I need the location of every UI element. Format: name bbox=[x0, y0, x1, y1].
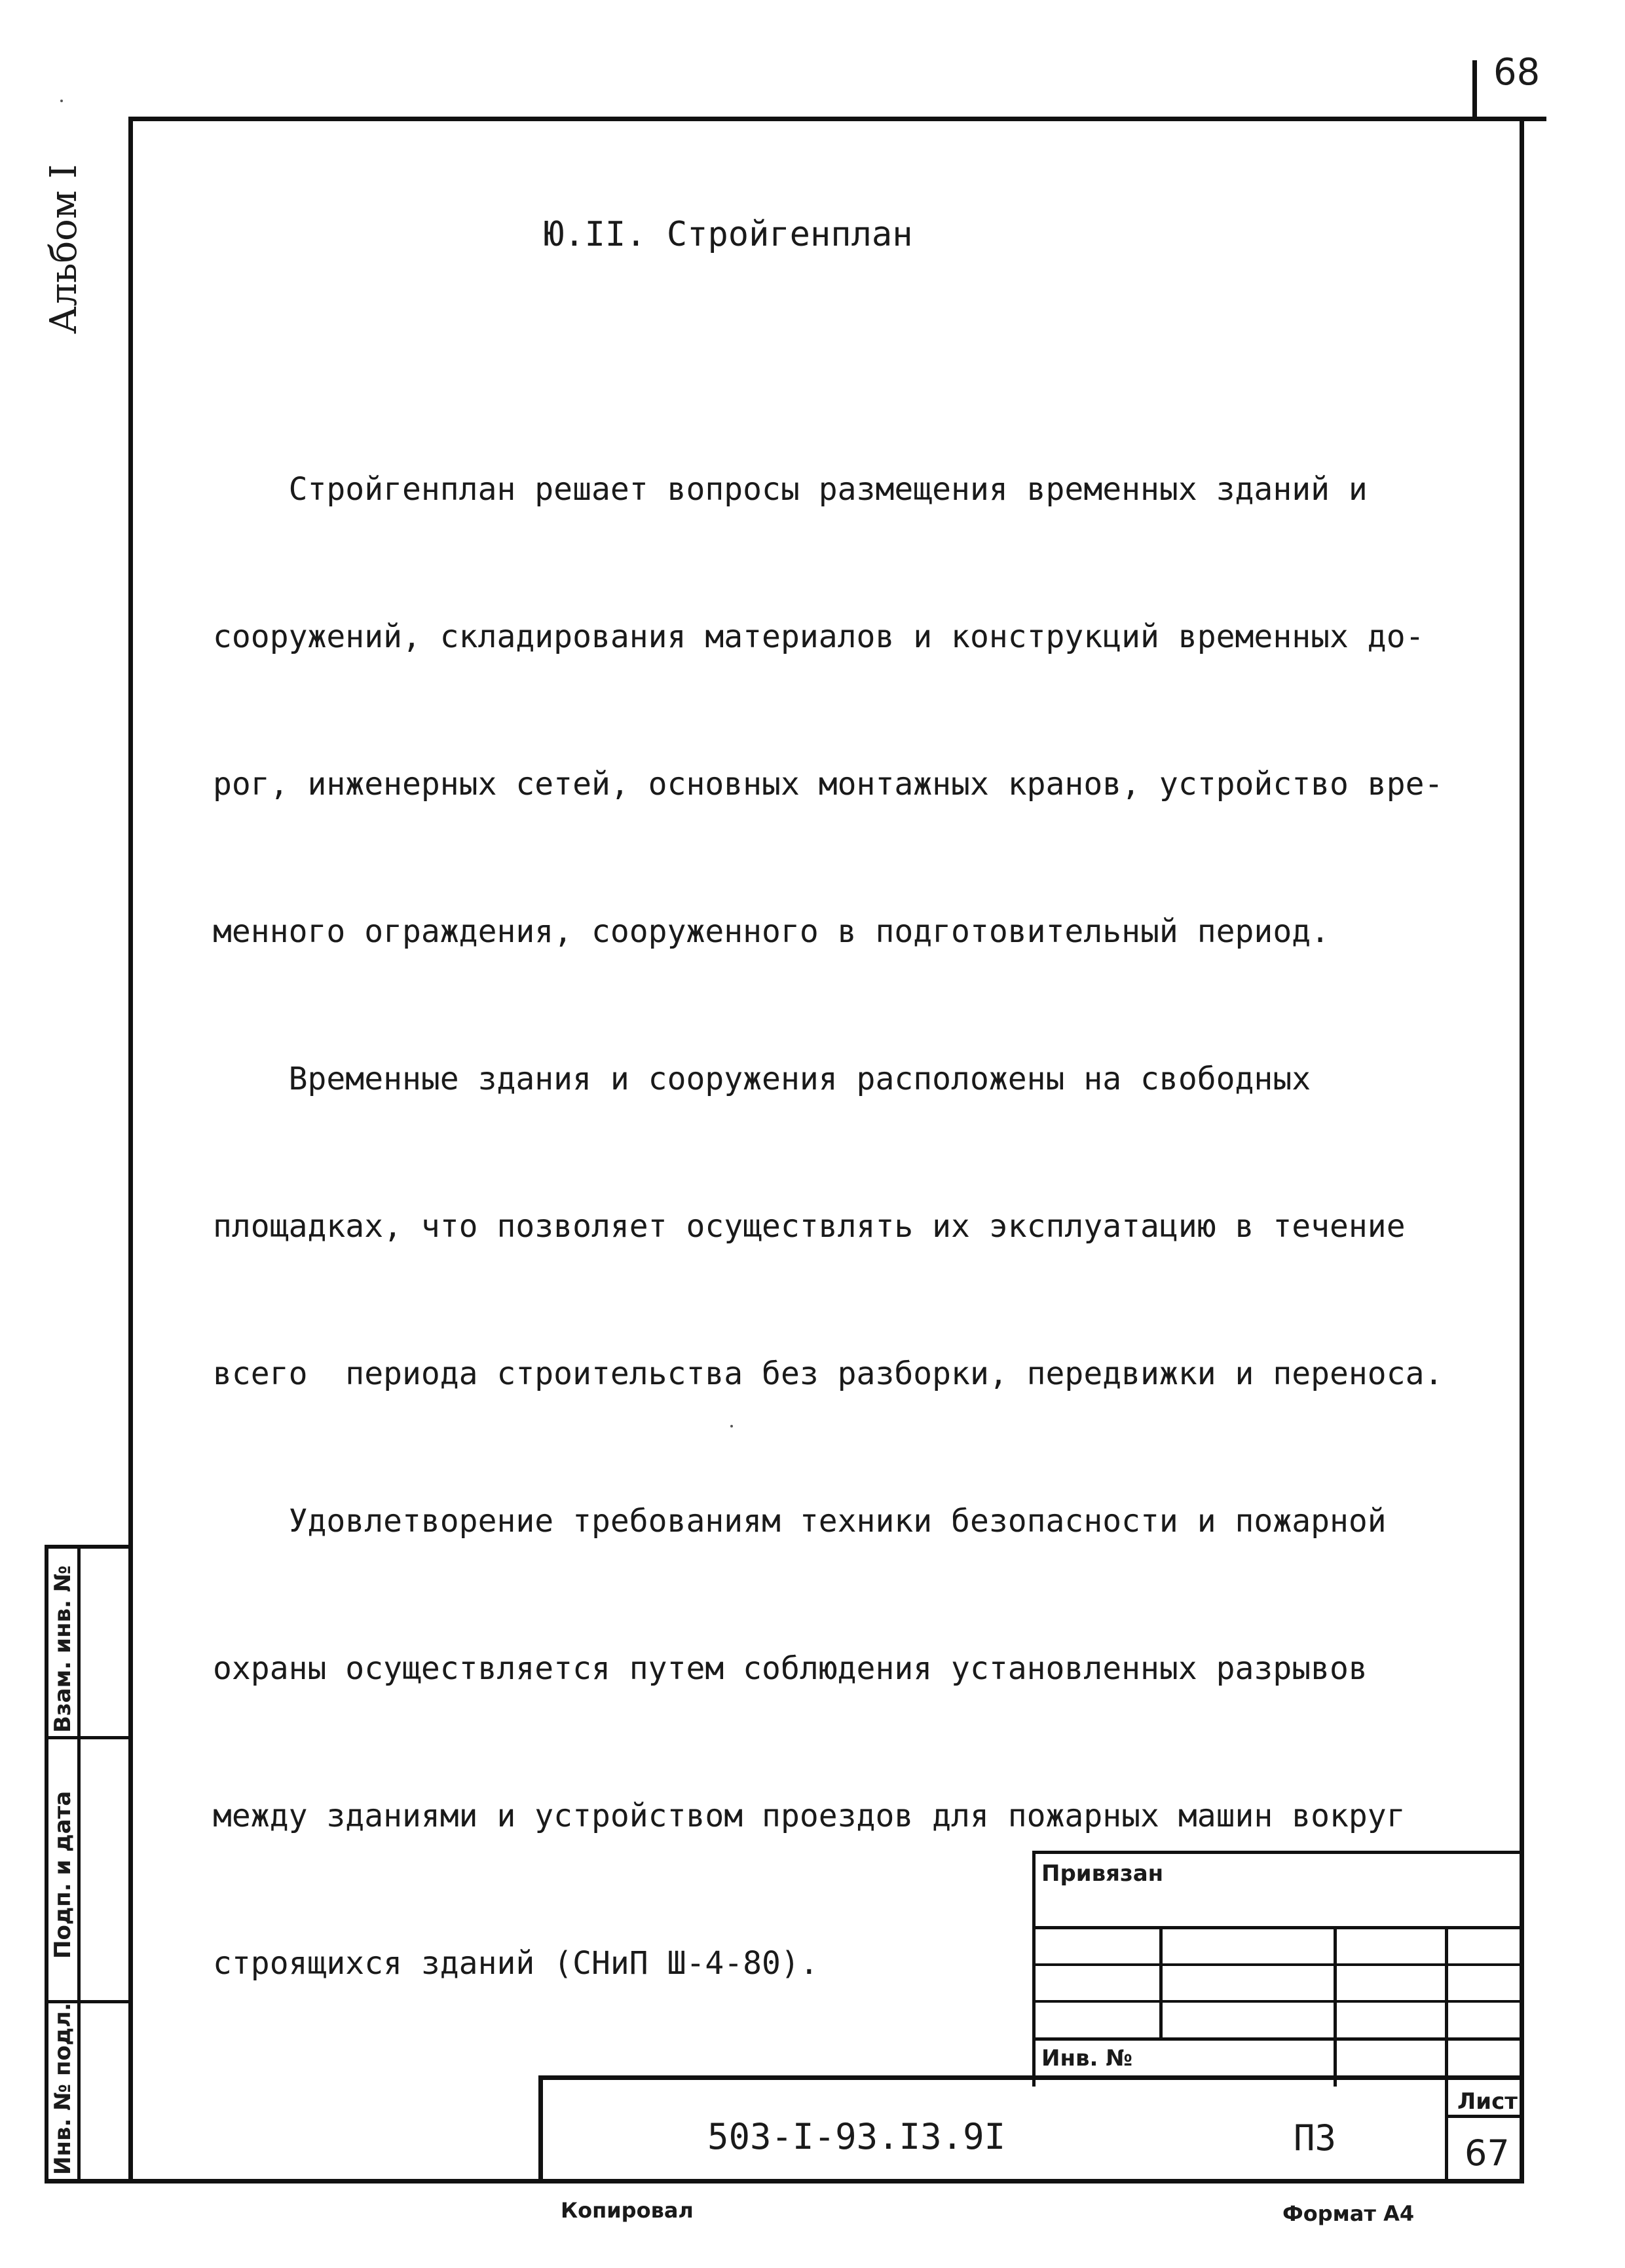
document-type: ПЗ bbox=[1294, 2117, 1337, 2159]
scan-speck bbox=[730, 1425, 733, 1427]
side-stamp-divider bbox=[77, 1545, 81, 2183]
attach-row bbox=[1032, 2000, 1524, 2003]
attach-left bbox=[1032, 1851, 1036, 2087]
page-number: 68 bbox=[1493, 51, 1541, 94]
stamp-sheet-row bbox=[1445, 2115, 1524, 2118]
frame-bottom bbox=[45, 2179, 1524, 2183]
side-stamp-top bbox=[45, 1545, 133, 1549]
document-code: 503-I-93.I3.9I bbox=[707, 2116, 1006, 2157]
attach-top bbox=[1032, 1851, 1524, 1854]
body-line: охраны осуществляется путем соблюдения установленных разрывов bbox=[213, 1650, 1368, 1687]
sheet-value: 67 bbox=[1465, 2132, 1510, 2174]
attach-row bbox=[1032, 2037, 1524, 2041]
section-body bbox=[213, 367, 1497, 2037]
body-line: рог, инженерных сетей, основных монтажных кранов, устройство вре- bbox=[213, 766, 1444, 803]
replaced-inv-label: Взам. инв. № bbox=[50, 1565, 76, 1733]
stamp-sheet-col bbox=[1445, 2075, 1448, 2183]
attach-col bbox=[1159, 1926, 1163, 2041]
attach-row bbox=[1032, 1963, 1524, 1966]
inventory-label: Инв. № bbox=[1041, 2045, 1133, 2071]
body-line: всего периода строительства без разборки, передвижки и переноса. bbox=[213, 1355, 1444, 1392]
body-line: Временные здания и сооружения расположены на свободных bbox=[213, 1061, 1311, 1097]
body-line: Удовлетворение требованиям техники безопасности и пожарной bbox=[213, 1503, 1387, 1540]
stamp-top bbox=[538, 2075, 1524, 2080]
original-inv-label: Инв. № подл. bbox=[50, 2002, 76, 2175]
attached-label: Привязан bbox=[1041, 1861, 1164, 1887]
stamp-left bbox=[538, 2075, 543, 2183]
scan-speck bbox=[60, 100, 63, 102]
sheet-label: Лист bbox=[1457, 2088, 1518, 2115]
attach-col bbox=[1334, 1926, 1337, 2087]
page-number-tick bbox=[1472, 60, 1477, 119]
body-line: между зданиями и устройством проездов для пожарных машин вокруг bbox=[213, 1798, 1406, 1834]
side-stamp-left bbox=[45, 1545, 48, 2183]
body-line: площадках, что позволяет осуществлять их эксплуатацию в течение bbox=[213, 1208, 1406, 1245]
copied-label: Копировал bbox=[561, 2198, 694, 2223]
body-line: Стройгенплан решает вопросы размещения временных зданий и bbox=[213, 471, 1368, 508]
section-title: Ю.II. Стройгенплан bbox=[544, 215, 913, 254]
body-line: сооружений, складирования материалов и конструкций временных до- bbox=[213, 618, 1425, 655]
format-label: Формат А4 bbox=[1282, 2201, 1415, 2226]
frame-left bbox=[128, 117, 133, 2183]
attach-row bbox=[1032, 1926, 1524, 1929]
album-label: Альбом I bbox=[43, 164, 85, 334]
signature-date-label: Подп. и дата bbox=[50, 1790, 76, 1959]
attach-col bbox=[1445, 1926, 1448, 2087]
frame-top bbox=[128, 117, 1546, 121]
body-line: менного ограждения, сооруженного в подготовительный период. bbox=[213, 913, 1330, 950]
frame-right bbox=[1520, 117, 1524, 2183]
body-line: строящихся зданий (СНиП Ш-4-80). bbox=[213, 1945, 819, 1982]
side-stamp-row bbox=[45, 1736, 133, 1739]
